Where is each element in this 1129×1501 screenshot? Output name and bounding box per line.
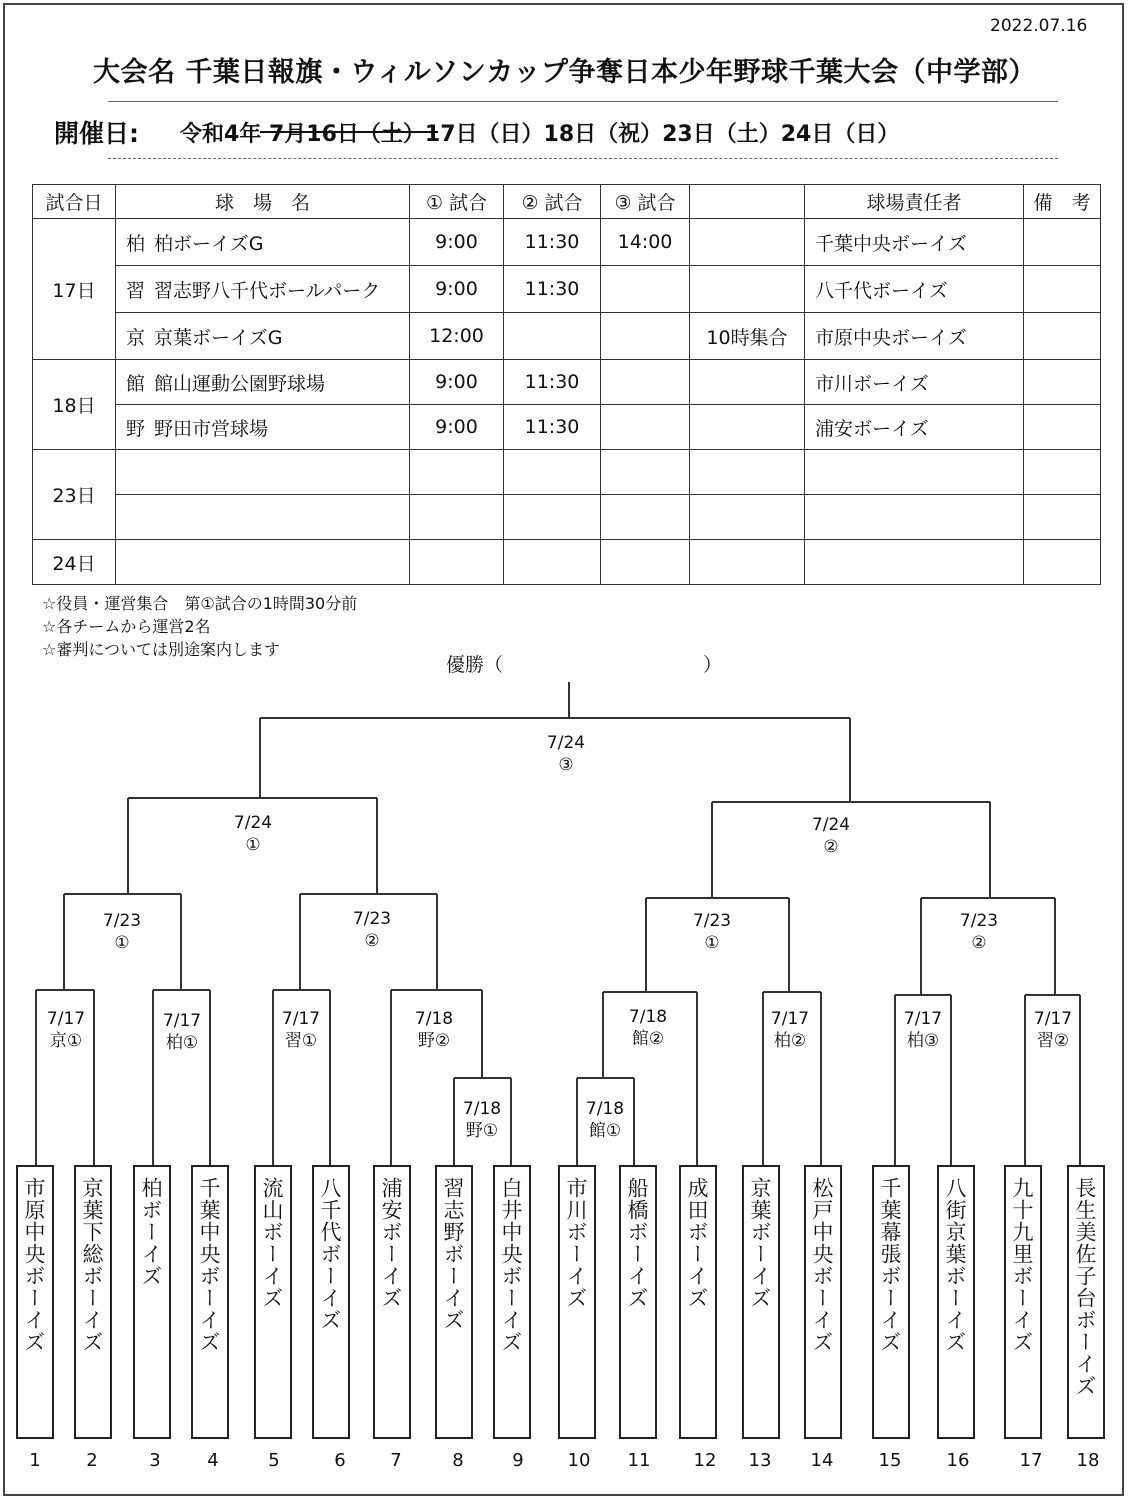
- note-cell: 10時集合: [690, 313, 805, 360]
- note-line: ☆役員・運営集合 第①試合の1時間30分前: [42, 594, 358, 613]
- round1-match-label: 7/17 習②: [1033, 1009, 1073, 1051]
- team-number: 1: [29, 1450, 41, 1471]
- prelim-match-label: 7/18 野①: [462, 1099, 502, 1141]
- round1-match-label: 7/18 野②: [414, 1009, 454, 1051]
- document-date: 2022.07.16: [990, 16, 1088, 36]
- final-match-label: 7/24 ③: [546, 733, 586, 775]
- game1-time: 9:00: [410, 405, 504, 450]
- header-game1: ① 試合: [410, 185, 504, 219]
- team-box: 成田ボーイズ: [679, 1165, 717, 1439]
- team-box: 八千代ボーイズ: [312, 1165, 350, 1439]
- venue-code: 館: [126, 372, 146, 395]
- round1-match-label: 7/17 柏③: [903, 1009, 943, 1051]
- team-number: 9: [512, 1450, 524, 1471]
- quarter-match-label: 7/23 ①: [102, 911, 142, 953]
- game1-time: 9:00: [410, 266, 504, 313]
- team-box: 市原中央ボーイズ: [16, 1165, 54, 1439]
- round1-match-label: 7/17 習①: [281, 1009, 321, 1051]
- held-dates: 令和4年 7月16日（土）17日（日）18日（祝）23日（土）24日（日）: [180, 122, 900, 147]
- team-box: 松戸中央ボーイズ: [804, 1165, 842, 1439]
- team-number: 12: [693, 1450, 717, 1471]
- venue-code: 習: [126, 279, 146, 302]
- game2-time: 11:30: [504, 266, 601, 313]
- game1-time: 9:00: [410, 360, 504, 405]
- team-number: 13: [748, 1450, 772, 1471]
- round1-match-label: 7/17 柏①: [162, 1011, 202, 1053]
- team-number: 15: [878, 1450, 902, 1471]
- day-cell: 18日: [33, 360, 116, 450]
- held-dates-label: 開催日:: [54, 119, 139, 148]
- game3-time: 14:00: [601, 219, 690, 266]
- team-number: 10: [567, 1450, 591, 1471]
- day-cell: 24日: [33, 540, 116, 585]
- team-number: 6: [334, 1450, 346, 1471]
- manager-cell: 八千代ボーイズ: [805, 266, 1024, 313]
- round1-match-label: 7/17 京①: [46, 1009, 86, 1051]
- manager-cell: 市原中央ボーイズ: [805, 313, 1024, 360]
- header-game2: ② 試合: [504, 185, 601, 219]
- semi-match-label: 7/24 ②: [811, 815, 851, 857]
- day-cell: 23日: [33, 450, 116, 540]
- round1-match-label: 7/18 館②: [628, 1007, 668, 1049]
- header-game3: ③ 試合: [601, 185, 690, 219]
- venue-name: 館山運動公園野球場: [154, 372, 326, 395]
- team-box: 京葉ボーイズ: [742, 1165, 780, 1439]
- header-venue: 球 場 名: [116, 185, 410, 219]
- team-box: 船橋ボーイズ: [619, 1165, 657, 1439]
- quarter-match-label: 7/23 ①: [692, 911, 732, 953]
- team-box: 九十九里ボーイズ: [1004, 1165, 1042, 1439]
- team-number: 11: [627, 1450, 651, 1471]
- header-day: 試合日: [33, 185, 116, 219]
- team-box: 千葉幕張ボーイズ: [872, 1165, 910, 1439]
- game1-time: 9:00: [410, 219, 504, 266]
- game2-time: 11:30: [504, 405, 601, 450]
- header-remarks: 備 考: [1024, 185, 1101, 219]
- quarter-match-label: 7/23 ②: [352, 909, 392, 951]
- team-box: 習志野ボーイズ: [435, 1165, 473, 1439]
- team-box: 流山ボーイズ: [254, 1165, 292, 1439]
- team-box: 白井中央ボーイズ: [493, 1165, 531, 1439]
- game1-time: 12:00: [410, 313, 504, 360]
- team-box: 柏ボーイズ: [133, 1165, 171, 1439]
- team-box: 市川ボーイズ: [558, 1165, 596, 1439]
- team-number: 3: [149, 1450, 161, 1471]
- team-number: 5: [268, 1450, 280, 1471]
- venue-code: 野: [126, 417, 146, 440]
- venue-name: 習志野八千代ボールパーク: [154, 279, 381, 302]
- team-number: 2: [86, 1450, 98, 1471]
- prelim-match-label: 7/18 館①: [585, 1099, 625, 1141]
- team-box: 京葉下総ボーイズ: [74, 1165, 112, 1439]
- game2-time: 11:30: [504, 360, 601, 405]
- venue-code: 柏: [126, 232, 146, 255]
- semi-match-label: 7/24 ①: [233, 813, 273, 855]
- venue-name: 柏ボーイズG: [154, 232, 264, 255]
- note-line: ☆各チームから運営2名: [42, 617, 211, 636]
- champion-close: ）: [703, 654, 723, 676]
- team-box: 浦安ボーイズ: [373, 1165, 411, 1439]
- venue-name: 京葉ボーイズG: [154, 326, 283, 349]
- team-number: 18: [1076, 1450, 1100, 1471]
- team-box: 八街京葉ボーイズ: [937, 1165, 975, 1439]
- team-number: 4: [207, 1450, 219, 1471]
- team-number: 16: [946, 1450, 970, 1471]
- champion-label: 優勝（: [446, 654, 504, 676]
- manager-cell: 千葉中央ボーイズ: [805, 219, 1024, 266]
- header-manager: 球場責任者: [805, 185, 1024, 219]
- tournament-title: 大会名 千葉日報旗・ウィルソンカップ争奪日本少年野球千葉大会（中学部）: [92, 57, 1036, 88]
- team-number: 7: [390, 1450, 402, 1471]
- quarter-match-label: 7/23 ②: [959, 911, 999, 953]
- note-line: ☆審判については別途案内します: [42, 640, 281, 659]
- team-box: 長生美佐子台ボーイズ: [1067, 1165, 1105, 1439]
- venue-name: 野田市営球場: [154, 417, 269, 440]
- team-box: 千葉中央ボーイズ: [191, 1165, 229, 1439]
- round1-match-label: 7/17 柏②: [770, 1009, 810, 1051]
- game2-time: 11:30: [504, 219, 601, 266]
- day-cell: 17日: [33, 219, 116, 360]
- venue-code: 京: [126, 326, 146, 349]
- team-number: 14: [810, 1450, 834, 1471]
- team-number: 8: [452, 1450, 464, 1471]
- manager-cell: 浦安ボーイズ: [805, 405, 1024, 450]
- manager-cell: 市川ボーイズ: [805, 360, 1024, 405]
- team-number: 17: [1019, 1450, 1043, 1471]
